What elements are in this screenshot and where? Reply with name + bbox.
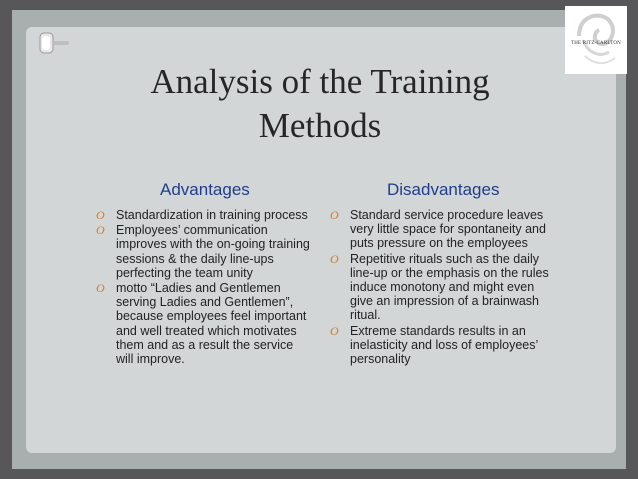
- advantage-text: motto “Ladies and Gentlemen serving Ladies and Gentlemen”, because employees feel important and well treated which motivates them and as a result the service will improve.: [116, 281, 307, 367]
- slide-title: Analysis of the Training Methods: [150, 62, 490, 145]
- list-item: [330, 252, 552, 323]
- bullet-icon: O: [96, 208, 105, 222]
- disadvantage-text: Extreme standards results in an inelasticity and loss of employees’ personality: [350, 323, 538, 367]
- bullet-icon: O: [330, 323, 339, 338]
- bullet-icon: O: [330, 208, 339, 222]
- logo-text: THE RITZ-CARLTON: [570, 41, 621, 46]
- advantage-text: Standardization in training process: [116, 208, 308, 222]
- lion-crest-icon: [565, 6, 627, 74]
- list-item: [96, 208, 311, 222]
- advantages-list: [96, 208, 311, 367]
- bullet-icon: O: [96, 281, 105, 296]
- disadvantage-text: Repetitive rituals such as the daily line-up or the emphasis on the rules induce monotony and might even give an impression of a brainwash ritual.: [350, 251, 549, 323]
- list-item: [96, 281, 311, 366]
- disadvantages-list: [330, 208, 552, 367]
- disadvantage-text: Standard service procedure leaves very little space for spontaneity and puts pressure on the employees: [350, 208, 546, 251]
- disadvantages-heading: Disadvantages: [387, 180, 500, 199]
- list-item: [96, 223, 311, 280]
- bullet-icon: O: [330, 251, 339, 266]
- list-item: [330, 324, 552, 367]
- list-item: [330, 208, 552, 251]
- advantages-heading: Advantages: [160, 180, 250, 199]
- bullet-icon: O: [96, 223, 105, 238]
- advantage-text: Employees’ communication improves with the on-going training sessions & the daily line-ups perfecting the team unity: [116, 223, 310, 280]
- pushpin-icon: [37, 31, 71, 55]
- ritz-carlton-logo: [565, 6, 627, 74]
